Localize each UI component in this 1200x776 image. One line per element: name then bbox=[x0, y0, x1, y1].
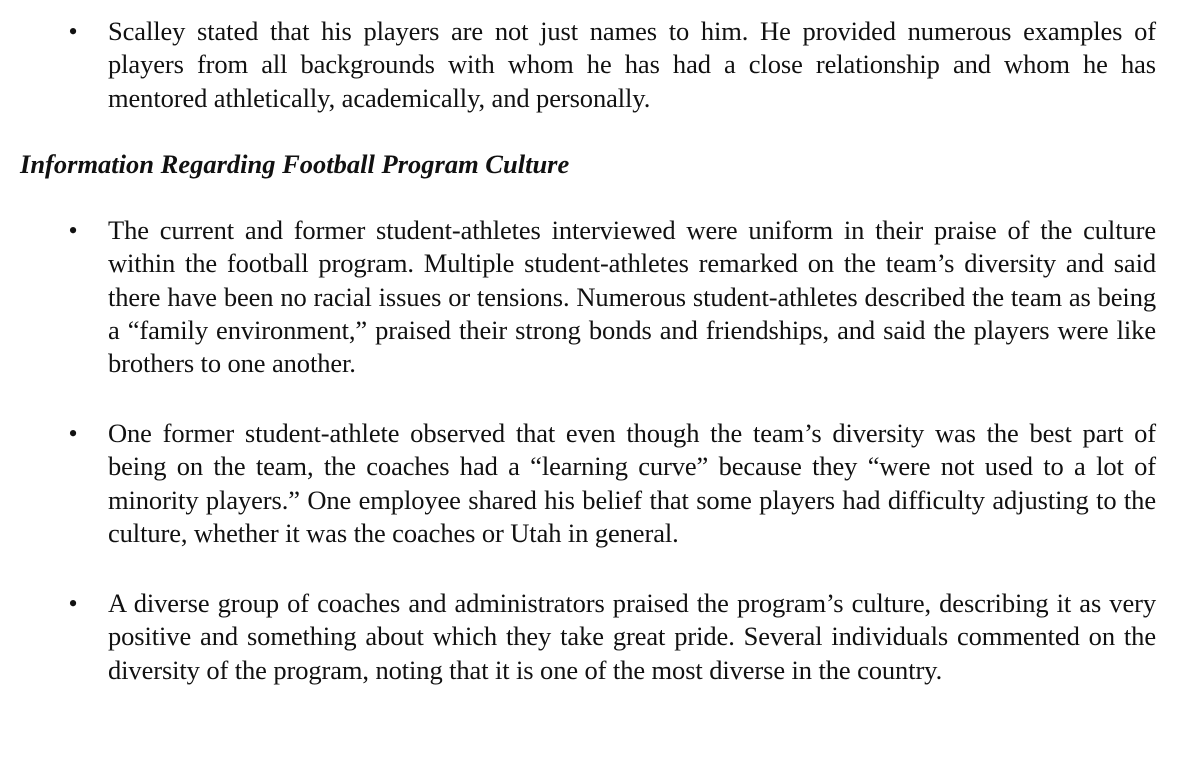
bullet-dot-icon: • bbox=[68, 589, 78, 618]
bullet-text: Scalley stated that his players are not just names to him. He provided numerous examples of players from all backgrounds with whom he has had a close relationship and whom he has mentored athletically, academically, and personally. bbox=[108, 16, 1156, 113]
bullet-text: A diverse group of coaches and administrators praised the program’s culture, describing it as very positive and something about which they take great pride. Several individuals commented on the diversity of the program, noting that it is one of the most diverse in the country. bbox=[108, 588, 1156, 685]
bullet-dot-icon: • bbox=[68, 419, 78, 448]
section-heading: Information Regarding Football Program Culture bbox=[20, 149, 570, 179]
bullet-dot-icon: • bbox=[68, 216, 78, 245]
bullet-text: One former student-athlete observed that even though the team’s diversity was the best part of being on the team, the coaches had a “learning curve” because they “were not used to a lot of minority players.” One employee shared his belief that some players had difficulty adjusting to the culture, whether it was the coaches or Utah in general. bbox=[108, 418, 1156, 548]
bullet-text: The current and former student-athletes interviewed were uniform in their praise of the culture within the football program. Multiple student-athletes remarked on the team’s diversity and said there have been no racial issues or tensions. Numerous student-athletes described the team as being a “family environment,” praised their strong bonds and friendships, and said the players were like brothers to one another. bbox=[108, 215, 1156, 379]
bullet-dot-icon: • bbox=[68, 17, 78, 46]
